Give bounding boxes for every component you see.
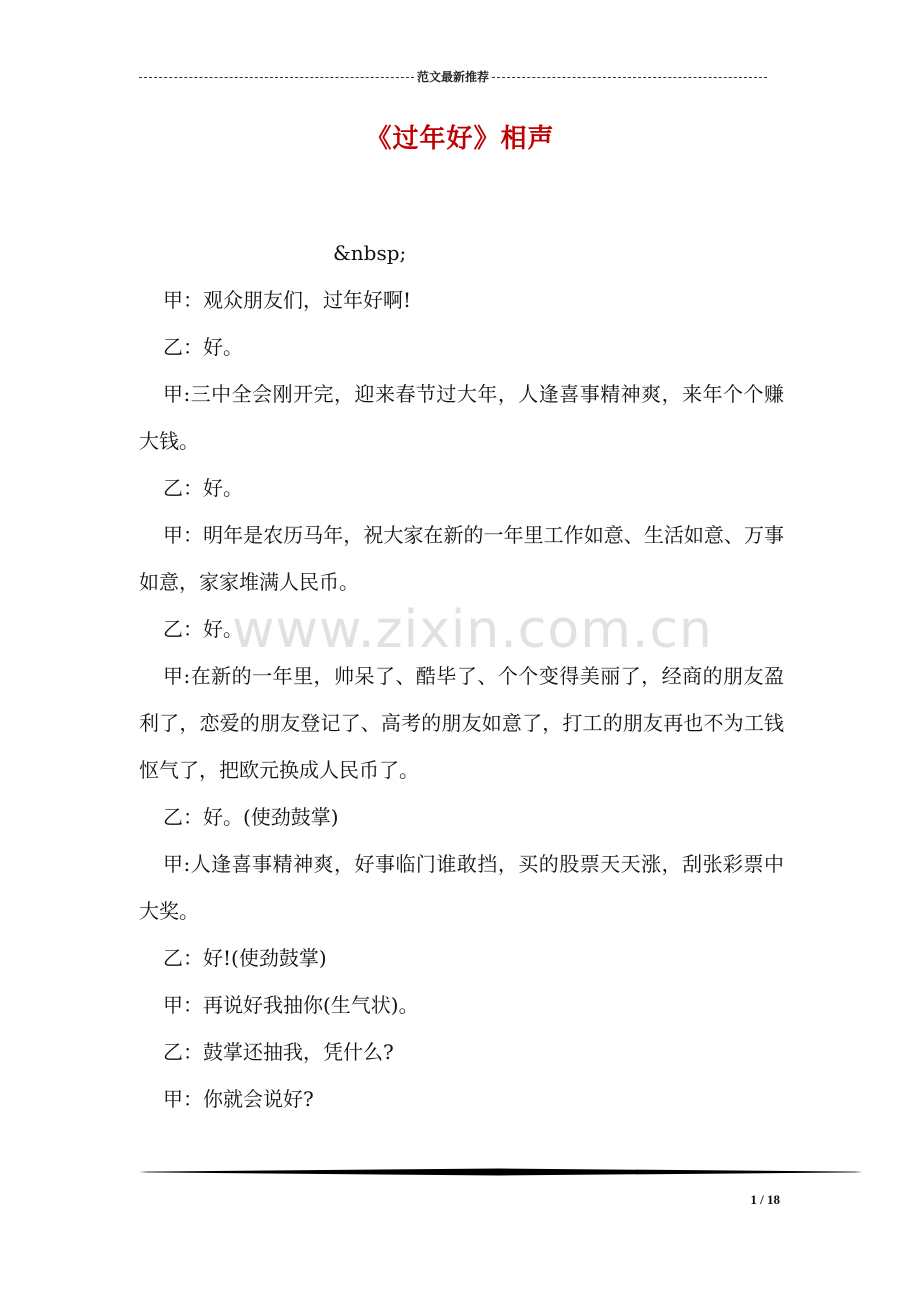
document-title: 《过年好》相声 <box>365 124 555 154</box>
paragraph: 甲:在新的一年里，帅呆了、酷毕了、个个变得美丽了，经商的朋友盈利了，恋爱的朋友登记了、高考的朋友如意了，打工的朋友再也不为工钱怄气了，把欧元换成人民币了。 <box>139 664 784 782</box>
paragraph: 甲:三中全会刚开完，迎来春节过大年，人逢喜事精神爽，来年个个赚大钱。 <box>139 382 784 453</box>
header-dashes-right <box>492 77 767 78</box>
page-number: 1 / 18 <box>750 1192 780 1207</box>
document-body <box>139 230 784 1123</box>
header-label: 范文最新推荐 <box>417 69 490 84</box>
paragraph: 甲：观众朋友们，过年好啊! <box>163 288 412 312</box>
paragraph: 甲：明年是农历马年，祝大家在新的一年里工作如意、生活如意、万事如意，家家堆满人民币。 <box>139 523 784 594</box>
paragraph: 甲:人逢喜事精神爽，好事临门谁敢挡，买的股票天天涨，刮张彩票中大奖。 <box>139 852 784 923</box>
paragraph: 甲：再说好我抽你(生气状)。 <box>163 993 419 1017</box>
paragraph: 乙：鼓掌还抽我，凭什么? <box>163 1040 394 1064</box>
header-dashes-left <box>139 77 414 78</box>
page-header <box>139 66 767 86</box>
paragraph: 乙：好。 <box>163 335 243 359</box>
paragraph: 乙：好。(使劲鼓掌) <box>163 805 339 829</box>
paragraph: &nbsp; <box>333 241 407 265</box>
paragraph: 甲：你就会说好? <box>163 1087 314 1111</box>
paragraph: 乙：好。 <box>163 476 243 500</box>
paragraph: 乙：好。 <box>163 617 243 641</box>
footer-rule <box>139 1166 863 1178</box>
watermark: www.zixin.com.cn <box>232 600 713 660</box>
paragraph: 乙：好!(使劲鼓掌) <box>163 946 327 970</box>
